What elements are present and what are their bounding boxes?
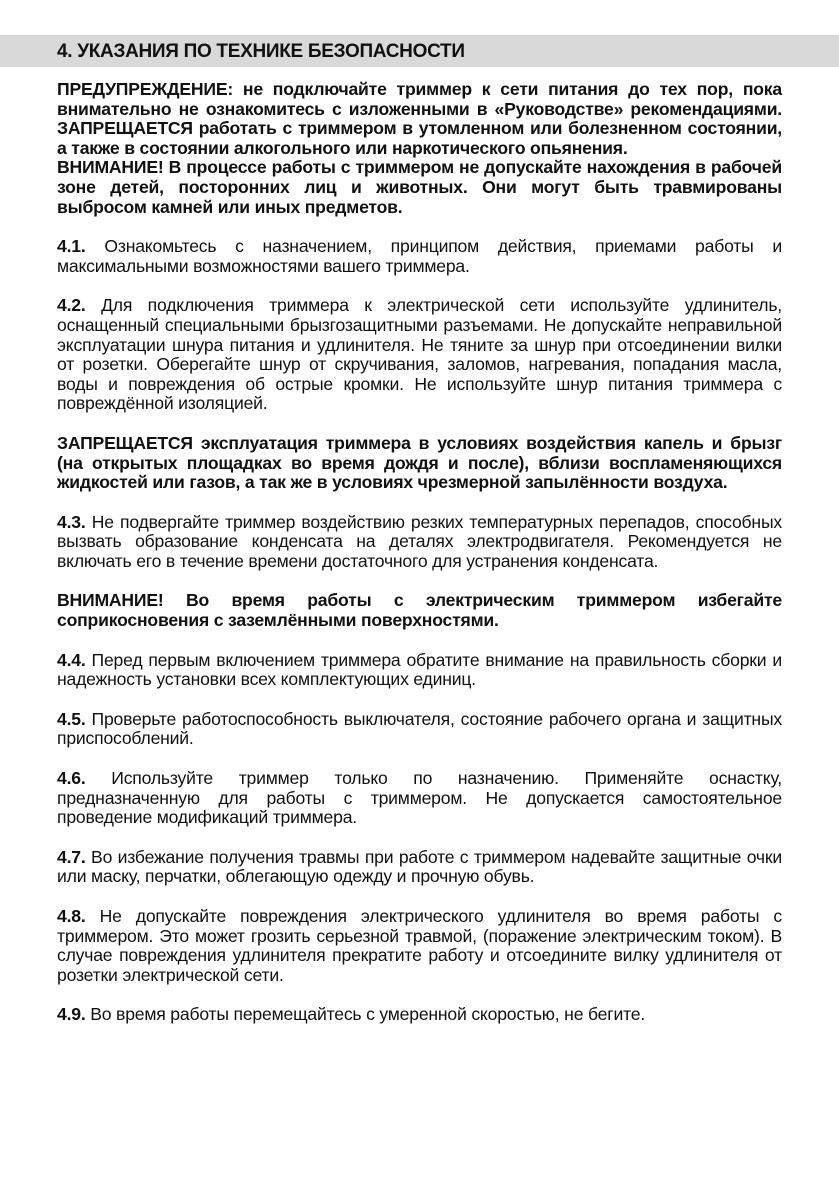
item-number: 4.1. [57, 236, 86, 257]
item-number: 4.3. [57, 511, 86, 532]
item-text: Проверьте работоспособность выключателя, состояние рабочего органа и защитных приспособлений. [57, 708, 782, 749]
document-body [57, 80, 782, 1025]
list-item [57, 237, 782, 276]
list-item [57, 651, 782, 690]
item-text: Для подключения триммера к электрической сети используйте удлинитель, оснащенный специальными брызгозащитными разъемами. Не допускайте неправильной эксплуатации шнура питания и удлинителя. Не тяните за шнур при отсоединении вилки от розетки. Оберегайте шнур от скручивания, заломов, нагревания, попадания масла, воды и повреждения об острые кромки. Не используйте шнур питания триммера с повреждённой изоляцией. [57, 295, 782, 414]
item-number: 4.2. [57, 295, 86, 316]
list-item [57, 296, 782, 414]
list-item [57, 848, 782, 887]
item-number: 4.8. [57, 906, 86, 926]
item-text: Перед первым включением триммера обратите внимание на правильность сборки и надежность установки всех комплектующих единиц. [57, 649, 782, 690]
item-number: 4.5. [57, 708, 86, 729]
warning-paragraph: ВНИМАНИЕ! В процессе работы с триммером не допускайте нахождения в рабочей зоне детей, посторонних лиц и животных. Они могут быть травмированы выбросом камней или иных предметов. [57, 157, 782, 217]
item-text: Во избежание получения травмы при работе с триммером надевайте защитные очки или маску, перчатки, облегающую одежду и прочную обувь. [57, 846, 782, 887]
section-header [0, 35, 839, 67]
item-number: 4.9. [57, 1004, 86, 1025]
list-item [57, 710, 782, 749]
list-item [57, 769, 782, 828]
item-number: 4.6. [57, 768, 86, 789]
item-text: Не допускайте повреждения электрического удлинителя во время работы с триммером. Это может грозить серьезной травмой, (поражение электрическим током). В случае повреждения удлинителя прекратите работу и отсоедините вилку удлинителя от розетки электрической сети. [57, 906, 782, 985]
section-title: 4. УКАЗАНИЯ ПО ТЕХНИКЕ БЕЗОПАСНОСТИ [57, 41, 465, 62]
item-text: Не подвергайте триммер воздействию резких температурных перепадов, способных вызвать образование конденсата на деталях электродвигателя. Рекомендуется не включать его в течение времени достаточного для устранения конденсата. [57, 511, 782, 571]
list-item [57, 1005, 782, 1025]
item-text: Используйте триммер только по назначению. Применяйте оснастку, предназначенную для работы с триммером. Не допускается самостоятельное проведение модификаций триммера. [57, 768, 782, 828]
warning-paragraph: ВНИМАНИЕ! Во время работы с электрическим триммером избегайте соприкосновения с заземлёнными поверхностями. [57, 590, 782, 631]
warning-paragraph: ПРЕДУПРЕЖДЕНИЕ: не подключайте триммер к сети питания до тех пор, пока внимательно не ознакомитесь с изложенными в «Руководстве» рекомендациями. ЗАПРЕЩАЕТСЯ работать с триммером в утомленном или болезненном состоянии, а также в состоянии алкогольного или наркотического опьянения. [57, 79, 782, 158]
item-number: 4.7. [57, 846, 86, 867]
item-text: Во время работы перемещайтесь с умеренной скоростью, не бегите. [90, 1004, 646, 1025]
list-item [57, 907, 782, 985]
warning-paragraph: ЗАПРЕЩАЕТСЯ эксплуатация триммера в условиях воздействия капель и брызг (на открытых площадках во время дождя и после), вблизи воспламеняющихся жидкостей или газов, а так же в условиях чрезмерной запылённости воздуха. [57, 432, 782, 493]
item-text: Ознакомьтесь с назначением, принципом действия, приемами работы и максимальными возможностями вашего триммера. [57, 236, 782, 276]
item-number: 4.4. [57, 649, 86, 670]
list-item [57, 513, 782, 572]
